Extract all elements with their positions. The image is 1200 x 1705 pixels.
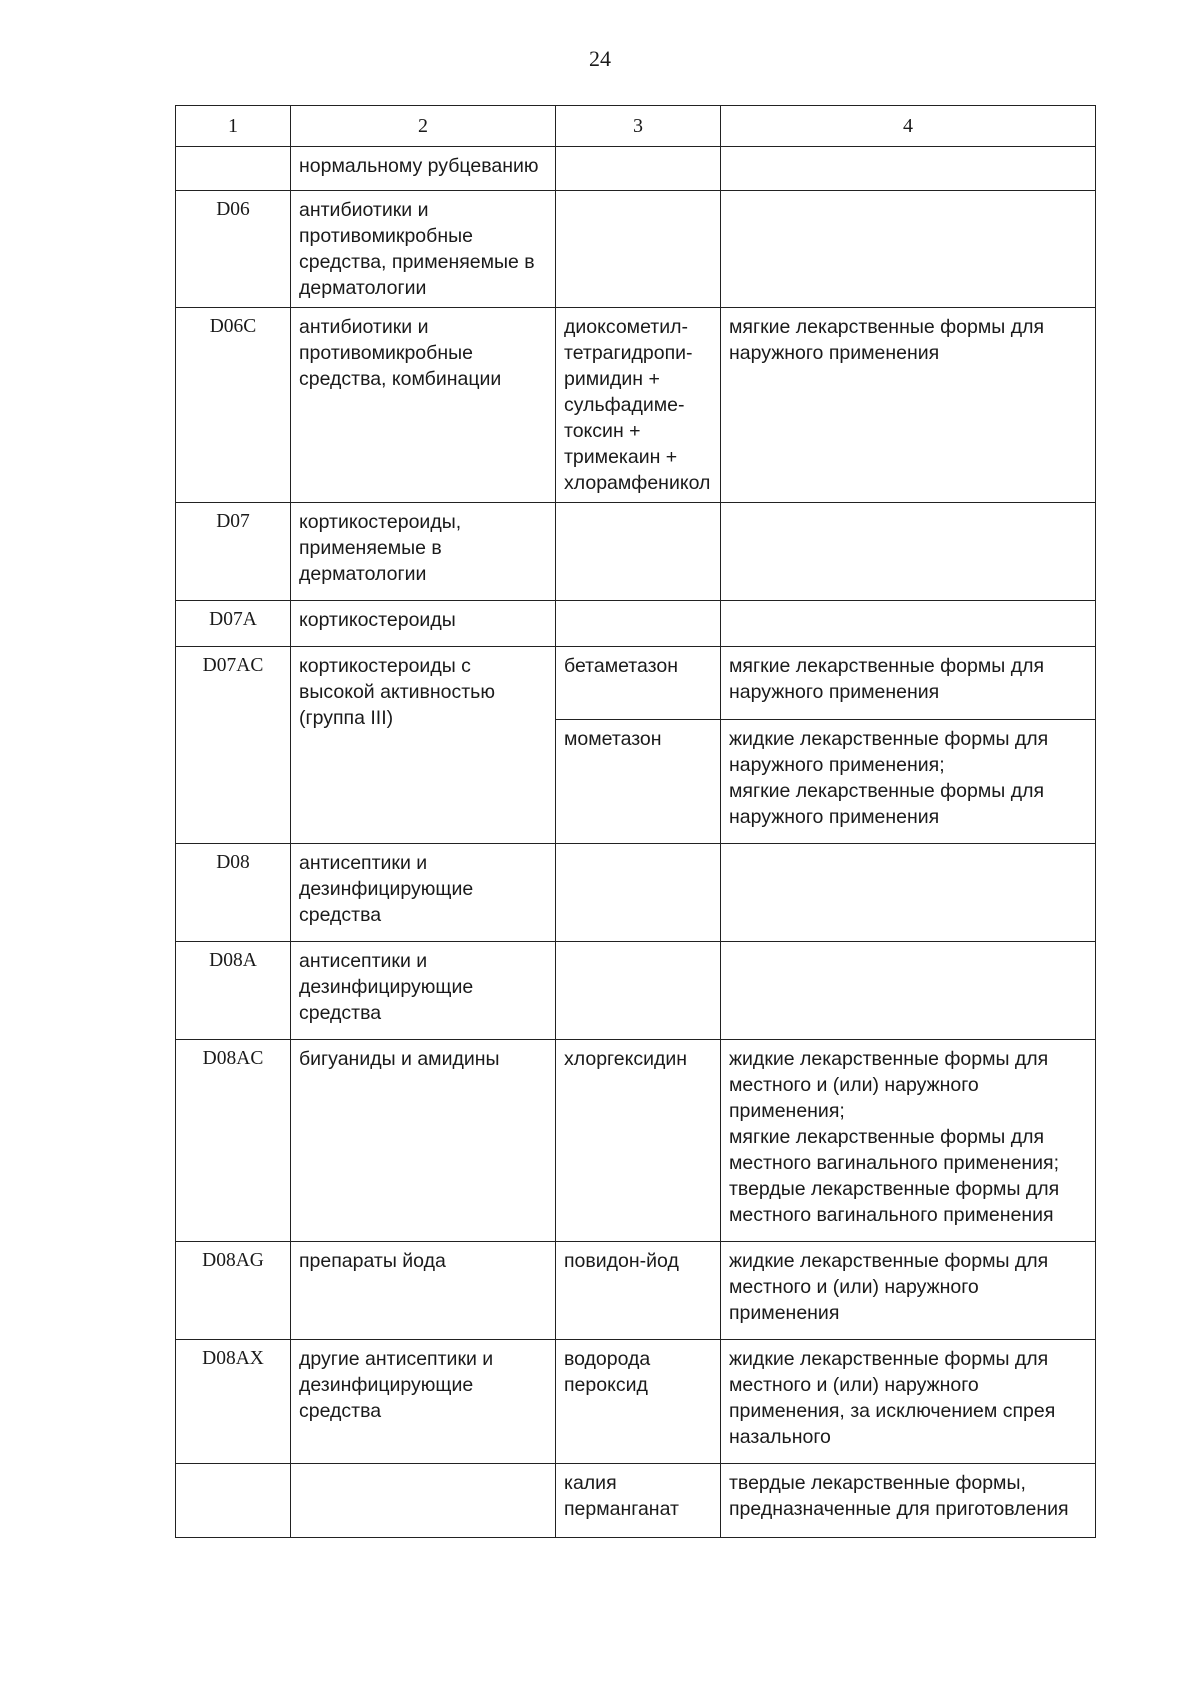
medication-table — [175, 105, 1096, 1538]
drug-cell — [556, 503, 721, 601]
atc-code-cell: D06 — [176, 191, 291, 308]
drug-cell — [556, 844, 721, 942]
group-cell: кортикостероиды с высокой активностью (группа III) — [291, 647, 556, 844]
table-row — [176, 601, 1096, 647]
dosage-form-cell: жидкие лекарственные формы для местного и (или) наружного применения — [721, 1242, 1096, 1340]
drug-cell — [556, 147, 721, 191]
group-cell: другие антисептики и дезинфицирующие средства — [291, 1340, 556, 1464]
drug-cell: водорода пероксид — [556, 1340, 721, 1464]
atc-code-cell: D07 — [176, 503, 291, 601]
drug-cell: бетаметазон — [556, 647, 721, 720]
group-cell: антибиотики и противомикробные средства, комбинации — [291, 308, 556, 503]
column-header: 3 — [556, 106, 721, 147]
table-row — [176, 1340, 1096, 1464]
dosage-form-cell — [721, 147, 1096, 191]
dosage-form-cell — [721, 191, 1096, 308]
atc-code-cell: D08 — [176, 844, 291, 942]
dosage-form-cell: твердые лекарственные формы, предназначенные для приготовления — [721, 1464, 1096, 1538]
drug-cell — [556, 601, 721, 647]
table-row — [176, 147, 1096, 191]
dosage-form-cell: жидкие лекарственные формы для местного и (или) наружного применения; мягкие лекарственные формы для местного вагинального применения; твердые лекарственные формы для местного вагинального применения — [721, 1040, 1096, 1242]
column-header: 2 — [291, 106, 556, 147]
atc-code-cell: D06C — [176, 308, 291, 503]
atc-code-cell — [176, 1464, 291, 1538]
atc-code-cell — [176, 147, 291, 191]
dosage-form-cell: мягкие лекарственные формы для наружного применения — [721, 647, 1096, 720]
table-row — [176, 503, 1096, 601]
table-row — [176, 1464, 1096, 1538]
dosage-form-cell: жидкие лекарственные формы для наружного применения; мягкие лекарственные формы для наружного применения — [721, 720, 1096, 844]
dosage-form-cell — [721, 503, 1096, 601]
table-row — [176, 844, 1096, 942]
table-row — [176, 308, 1096, 503]
table-row — [176, 1040, 1096, 1242]
drug-cell — [556, 942, 721, 1040]
atc-code-cell: D08AC — [176, 1040, 291, 1242]
atc-code-cell: D07A — [176, 601, 291, 647]
group-cell — [291, 1464, 556, 1538]
dosage-form-cell — [721, 601, 1096, 647]
column-header: 1 — [176, 106, 291, 147]
column-header: 4 — [721, 106, 1096, 147]
drug-cell: хлоргексидин — [556, 1040, 721, 1242]
table-row — [176, 1242, 1096, 1340]
group-cell: антисептики и дезинфицирующие средства — [291, 844, 556, 942]
group-cell: антисептики и дезинфицирующие средства — [291, 942, 556, 1040]
group-cell: бигуаниды и амидины — [291, 1040, 556, 1242]
atc-code-cell: D08AG — [176, 1242, 291, 1340]
drug-cell — [556, 191, 721, 308]
group-cell: кортикостероиды — [291, 601, 556, 647]
group-cell: кортикостероиды, применяемые в дерматологии — [291, 503, 556, 601]
drug-cell: диоксометил- тетрагидропи- римидин + сульфадиме- токсин + тримекаин + хлорамфеникол — [556, 308, 721, 503]
dosage-form-cell: мягкие лекарственные формы для наружного применения — [721, 308, 1096, 503]
group-cell: антибиотики и противомикробные средства, применяемые в дерматологии — [291, 191, 556, 308]
dosage-form-cell: жидкие лекарственные формы для местного и (или) наружного применения, за исключением спрея назального — [721, 1340, 1096, 1464]
atc-code-cell: D08A — [176, 942, 291, 1040]
group-cell: препараты йода — [291, 1242, 556, 1340]
table-row — [176, 647, 1096, 720]
dosage-form-cell — [721, 942, 1096, 1040]
table-row — [176, 191, 1096, 308]
drug-cell: мометазон — [556, 720, 721, 844]
group-cell: нормальному рубцеванию — [291, 147, 556, 191]
page-number: 24 — [589, 46, 611, 71]
dosage-form-cell — [721, 844, 1096, 942]
drug-cell: повидон-йод — [556, 1242, 721, 1340]
table-header-row — [176, 106, 1096, 147]
drug-cell: калия перманганат — [556, 1464, 721, 1538]
atc-code-cell: D08AX — [176, 1340, 291, 1464]
table-row — [176, 942, 1096, 1040]
atc-code-cell: D07AC — [176, 647, 291, 844]
